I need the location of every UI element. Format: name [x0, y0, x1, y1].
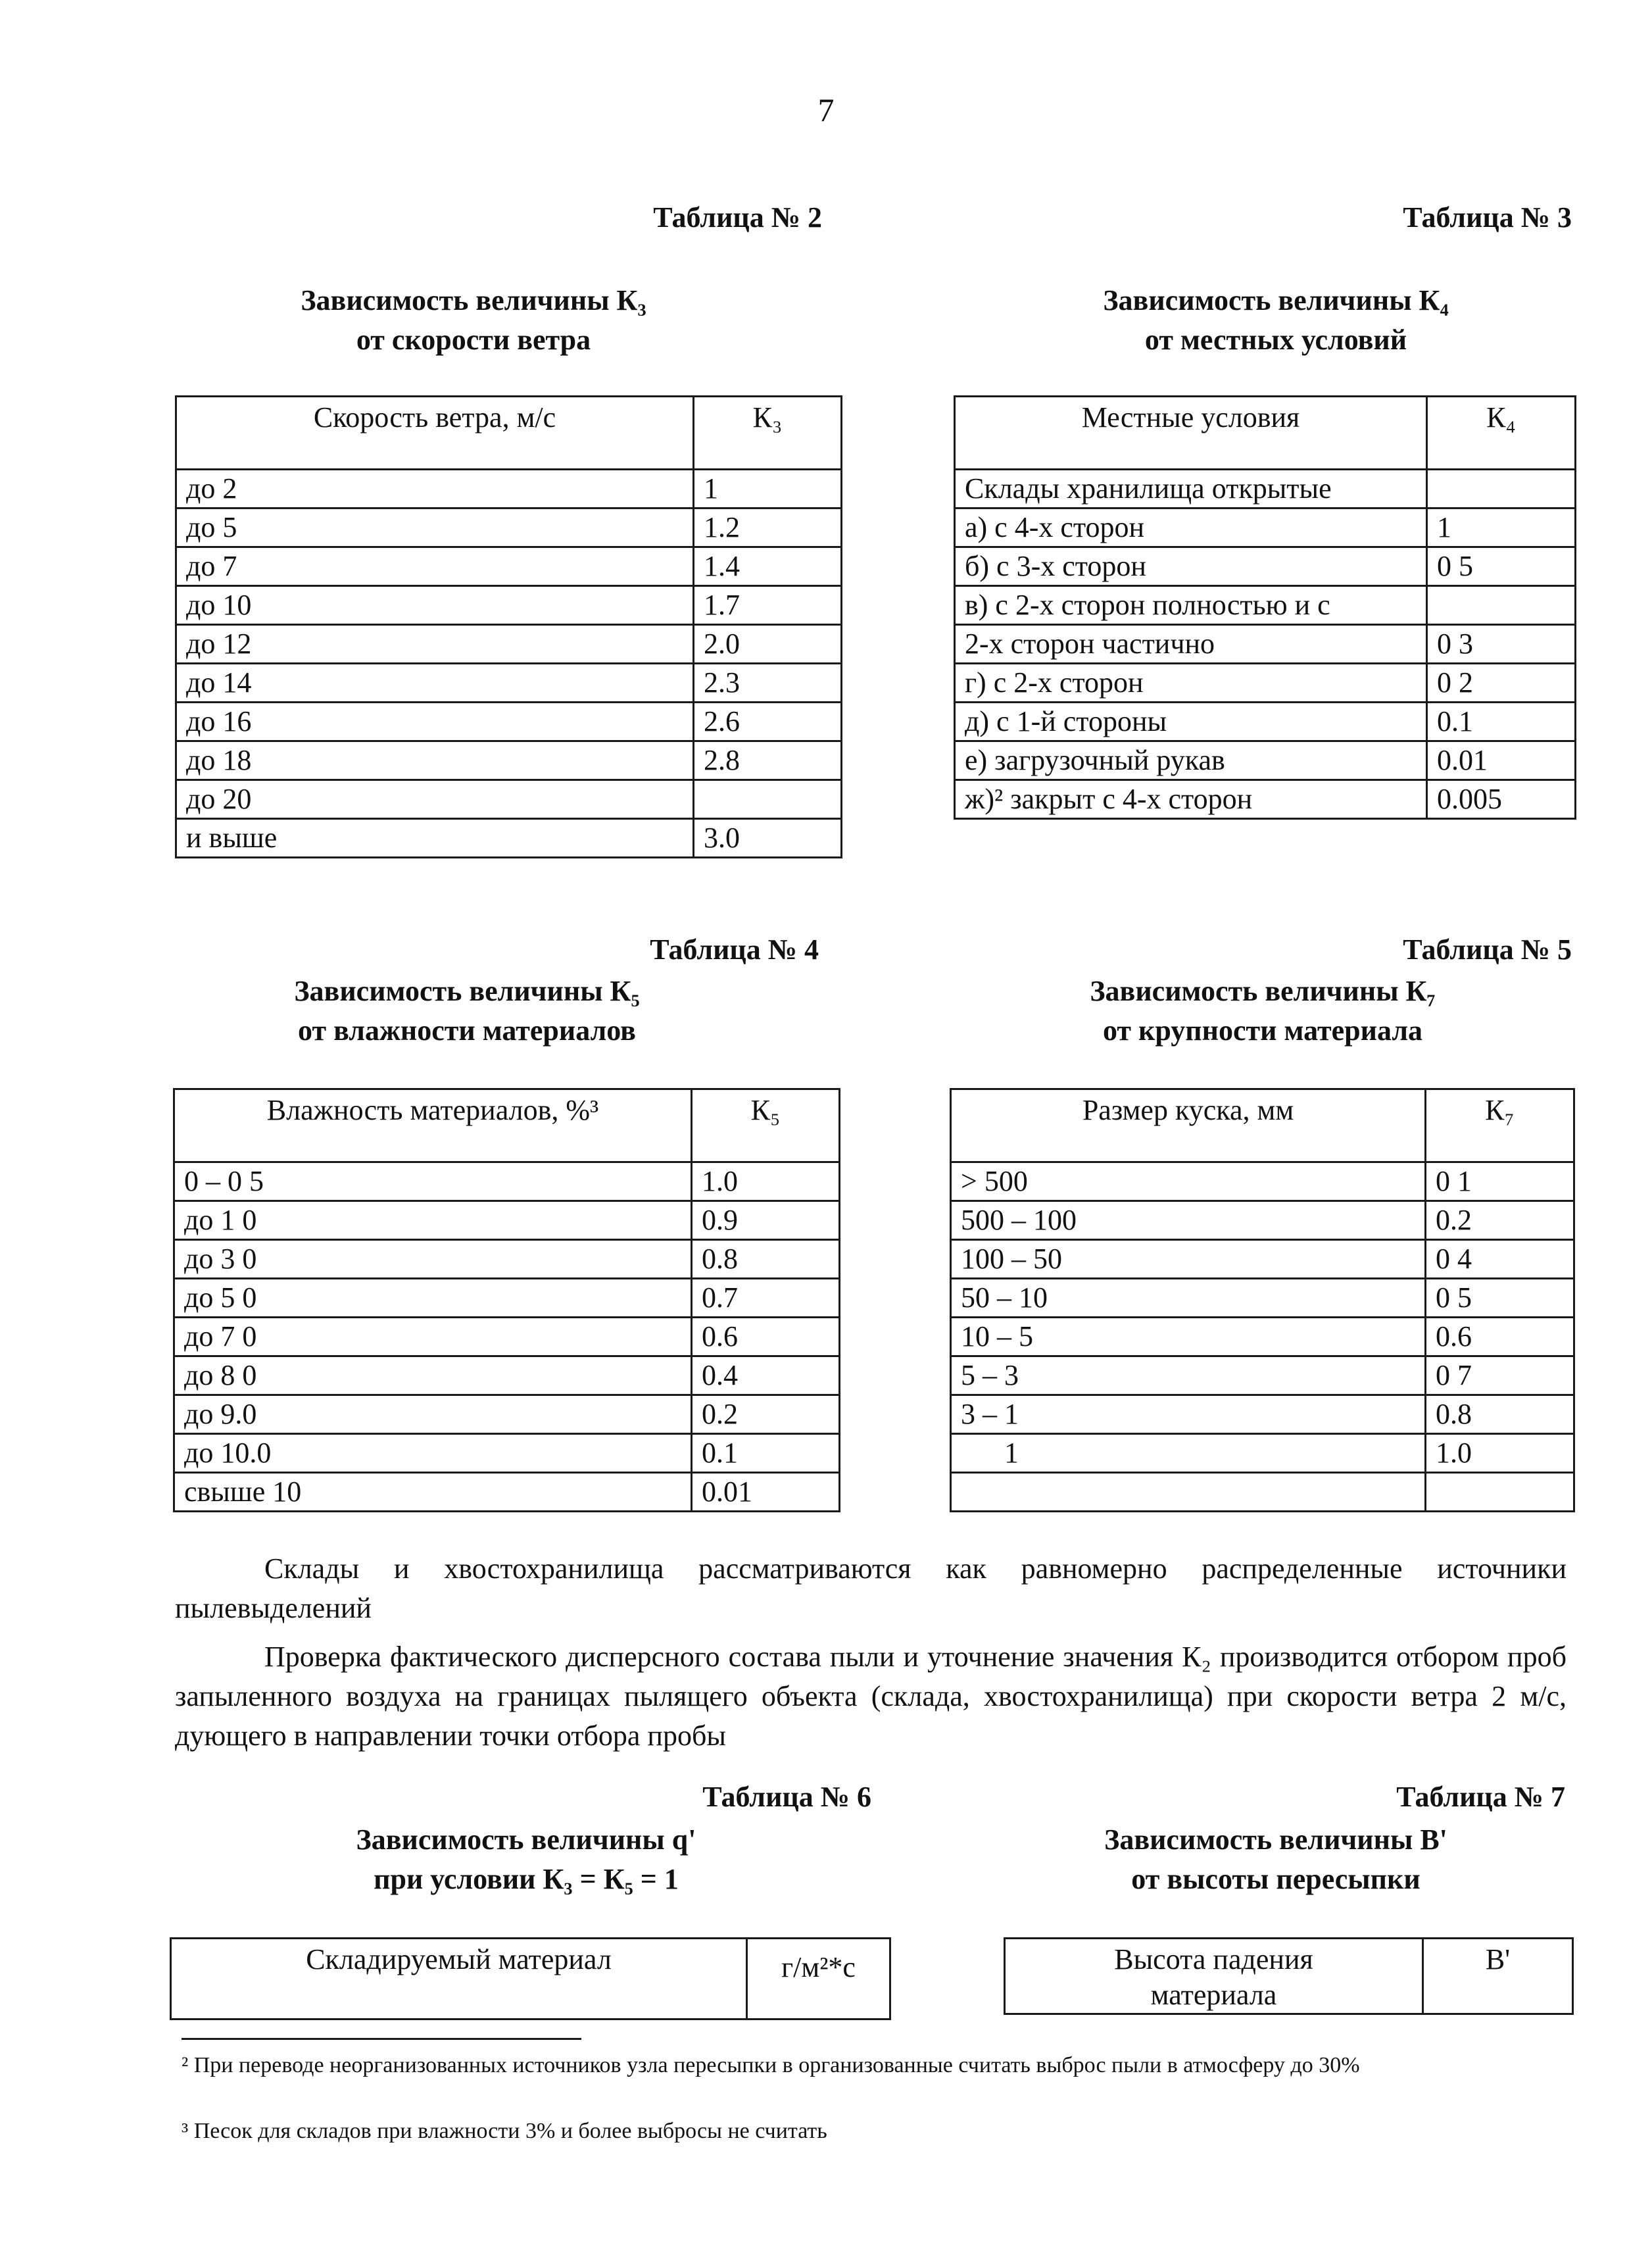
table6-title-line1: Зависимость величины q': [356, 1823, 696, 1856]
table3-cell: 1: [1427, 508, 1576, 547]
table5-title: [960, 972, 1565, 1051]
table4-row: [174, 1434, 840, 1473]
table5-header-col2: К₇: [1426, 1089, 1574, 1162]
table5-row: [951, 1356, 1574, 1395]
table4-cell: 0.1: [692, 1434, 840, 1473]
table2-row: [176, 819, 842, 858]
table2-title-line1: Зависимость величины К₃: [301, 284, 646, 316]
table5-row: [951, 1240, 1574, 1279]
table2-cell: до 5: [176, 508, 694, 547]
table4-cell: 1.0: [692, 1162, 840, 1201]
table2-row: [176, 625, 842, 664]
table2-cell: 2.0: [694, 625, 842, 664]
table7-title-line2: от высоты пересыпки: [1131, 1863, 1421, 1895]
table3-cell: е) загрузочный рукав: [955, 741, 1427, 780]
table5-cell: 5 – 3: [951, 1356, 1426, 1395]
table4-row: [174, 1473, 840, 1512]
table2-title: [178, 281, 769, 360]
table6-header-col1: Складируемый материал: [171, 1939, 747, 2020]
table4-cell: до 9.0: [174, 1395, 692, 1434]
footnote-2: ² При переводе неорганизованных источников узла пересыпки в организованные считать выброс пыли в атмосферу до 30%: [182, 2053, 1360, 2077]
table2-number: Таблица № 2: [653, 201, 822, 234]
table5-cell: 500 – 100: [951, 1201, 1426, 1240]
table5-cell: 1: [951, 1434, 1426, 1473]
footnote-divider: [182, 2038, 581, 2040]
table2-cell: до 14: [176, 664, 694, 703]
table2-header-col2: К₃: [694, 397, 842, 470]
table4-row: [174, 1279, 840, 1318]
table4-cell: 0.9: [692, 1201, 840, 1240]
table5-cell: 100 – 50: [951, 1240, 1426, 1279]
table4-cell: свыше 10: [174, 1473, 692, 1512]
table7-number: Таблица № 7: [1396, 1781, 1565, 1813]
table2-cell: 2.3: [694, 664, 842, 703]
table3-cell: в) с 2-х сторон полностью и с: [955, 586, 1427, 625]
table5-row: [951, 1201, 1574, 1240]
table4-row: [174, 1395, 840, 1434]
table3-cell: 0.005: [1427, 780, 1576, 819]
table3-title-line2: от местных условий: [1144, 324, 1407, 356]
footnote-3: ³ Песок для складов при влажности 3% и более выбросы не считать: [182, 2119, 827, 2143]
table3-cell: 2-х сторон частично: [955, 625, 1427, 664]
table3-cell: д) с 1-й стороны: [955, 703, 1427, 741]
table3-cell: [1427, 586, 1576, 625]
table3-cell: 0.1: [1427, 703, 1576, 741]
table4-cell: 0.6: [692, 1318, 840, 1356]
table4-header-col2: К₅: [692, 1089, 840, 1162]
table3-header-col1: Местные условия: [955, 397, 1427, 470]
table3-row: [955, 586, 1576, 625]
table5-cell: 0.2: [1426, 1201, 1574, 1240]
paragraph-1: Склады и хвостохранилища рассматриваются как равномерно распределенные источники пылевыделений: [175, 1552, 1567, 1624]
table2-cell: 2.6: [694, 703, 842, 741]
table4-title-line1: Зависимость величины К₅: [294, 975, 640, 1007]
table4-cell: до 3 0: [174, 1240, 692, 1279]
table4-cell: до 1 0: [174, 1201, 692, 1240]
table2-cell: до 7: [176, 547, 694, 586]
table2-cell: до 12: [176, 625, 694, 664]
table3-cell: 0.01: [1427, 741, 1576, 780]
table3-cell: Склады хранилища открытые: [955, 470, 1427, 508]
table5-cell: 0.6: [1426, 1318, 1574, 1356]
table2-cell: до 18: [176, 741, 694, 780]
table2-title-line2: от скорости ветра: [356, 324, 591, 356]
table3-cell: 0 3: [1427, 625, 1576, 664]
table2-row: [176, 586, 842, 625]
table3-cell: б) с 3-х сторон: [955, 547, 1427, 586]
table3-row: [955, 741, 1576, 780]
table4-title: [171, 972, 763, 1051]
table7-header-col1: Высота падения материала: [1005, 1939, 1423, 2014]
body-text: [175, 1549, 1567, 1756]
table4: [173, 1088, 840, 1512]
table4-cell: 0.4: [692, 1356, 840, 1395]
table5-cell: > 500: [951, 1162, 1426, 1201]
table3-row: [955, 508, 1576, 547]
table2-header-col1: Скорость ветра, м/с: [176, 397, 694, 470]
table5-cell: 10 – 5: [951, 1318, 1426, 1356]
table3-cell: 0 2: [1427, 664, 1576, 703]
table7: [1004, 1937, 1574, 2015]
table5-number: Таблица № 5: [1403, 933, 1572, 966]
table3-cell: г) с 2-х сторон: [955, 664, 1427, 703]
table7-header-col2: В': [1423, 1939, 1573, 2014]
table5-cell: 0 5: [1426, 1279, 1574, 1318]
table5-cell: 0 7: [1426, 1356, 1574, 1395]
table2-cell: 1.7: [694, 586, 842, 625]
table2-cell: 1: [694, 470, 842, 508]
table5: [950, 1088, 1575, 1512]
table5-row: [951, 1395, 1574, 1434]
table7-title-line1: Зависимость величины В': [1104, 1823, 1447, 1856]
table2-row: [176, 470, 842, 508]
table2-cell: 2.8: [694, 741, 842, 780]
table3-title-line1: Зависимость величины К₄: [1103, 284, 1449, 316]
table6-title-line2: при условии К₃ = К₅ = 1: [374, 1863, 679, 1895]
table2-cell: [694, 780, 842, 819]
table4-cell: 0.01: [692, 1473, 840, 1512]
table5-cell: 3 – 1: [951, 1395, 1426, 1434]
table3: [954, 395, 1576, 820]
table5-cell: [1426, 1473, 1574, 1512]
table5-cell: 0 4: [1426, 1240, 1574, 1279]
table4-row: [174, 1162, 840, 1201]
table5-title-line2: от крупности материала: [1102, 1014, 1423, 1047]
table4-cell: 0.8: [692, 1240, 840, 1279]
table5-cell: 1.0: [1426, 1434, 1574, 1473]
table4-row: [174, 1240, 840, 1279]
table6-header-col2: г/м²*с: [747, 1939, 890, 2020]
table3-cell: а) с 4-х сторон: [955, 508, 1427, 547]
table4-cell: 0.7: [692, 1279, 840, 1318]
table2-row: [176, 780, 842, 819]
table3-row: [955, 625, 1576, 664]
table3-number: Таблица № 3: [1403, 201, 1572, 234]
table5-cell: 50 – 10: [951, 1279, 1426, 1318]
table3-cell: [1427, 470, 1576, 508]
table4-cell: до 7 0: [174, 1318, 692, 1356]
table7-title: [973, 1820, 1578, 1899]
table4-header-col1: Влажность материалов, %³: [174, 1089, 692, 1162]
table2-row: [176, 741, 842, 780]
table5-row: [951, 1279, 1574, 1318]
table6-title: [197, 1820, 855, 1899]
table4-cell: до 5 0: [174, 1279, 692, 1318]
table3-row: [955, 780, 1576, 819]
table6-number: Таблица № 6: [702, 1781, 871, 1813]
table2-cell: до 10: [176, 586, 694, 625]
table3-title: [973, 281, 1578, 360]
table3-cell: 0 5: [1427, 547, 1576, 586]
table4-row: [174, 1356, 840, 1395]
table2-row: [176, 547, 842, 586]
table5-header-col1: Размер куска, мм: [951, 1089, 1426, 1162]
table5-cell: [951, 1473, 1426, 1512]
table4-cell: 0.2: [692, 1395, 840, 1434]
table4-title-line2: от влажности материалов: [298, 1014, 636, 1047]
table4-number: Таблица № 4: [650, 933, 819, 966]
table4-cell: до 8 0: [174, 1356, 692, 1395]
table3-cell: ж)² закрыт с 4-х сторон: [955, 780, 1427, 819]
table3-row: [955, 703, 1576, 741]
table5-row: [951, 1434, 1574, 1473]
table3-row: [955, 470, 1576, 508]
table2-row: [176, 508, 842, 547]
table4-row: [174, 1318, 840, 1356]
table2-cell: 1.2: [694, 508, 842, 547]
table2: [175, 395, 842, 858]
table2-row: [176, 703, 842, 741]
table2-cell: до 20: [176, 780, 694, 819]
table5-row: [951, 1473, 1574, 1512]
table5-row: [951, 1162, 1574, 1201]
table2-row: [176, 664, 842, 703]
table2-cell: и выше: [176, 819, 694, 858]
table4-cell: 0 – 0 5: [174, 1162, 692, 1201]
table2-cell: 1.4: [694, 547, 842, 586]
table5-cell: 0.8: [1426, 1395, 1574, 1434]
paragraph-2: Проверка фактического дисперсного состава пыли и уточнение значения К₂ производится отбором проб запыленного воздуха на границах пылящего объекта (склада, хвостохранилища) при скорости ветра 2 м/с, дующего в направлении точки отбора пробы: [175, 1641, 1567, 1752]
table5-cell: 0 1: [1426, 1162, 1574, 1201]
table2-cell: 3.0: [694, 819, 842, 858]
table5-row: [951, 1318, 1574, 1356]
table6: [170, 1937, 891, 2020]
table4-cell: до 10.0: [174, 1434, 692, 1473]
table3-row: [955, 547, 1576, 586]
table5-title-line1: Зависимость величины К₇: [1090, 975, 1436, 1007]
table2-cell: до 16: [176, 703, 694, 741]
table3-header-col2: К₄: [1427, 397, 1576, 470]
table3-row: [955, 664, 1576, 703]
table2-cell: до 2: [176, 470, 694, 508]
page-number: 7: [817, 91, 835, 128]
table4-row: [174, 1201, 840, 1240]
